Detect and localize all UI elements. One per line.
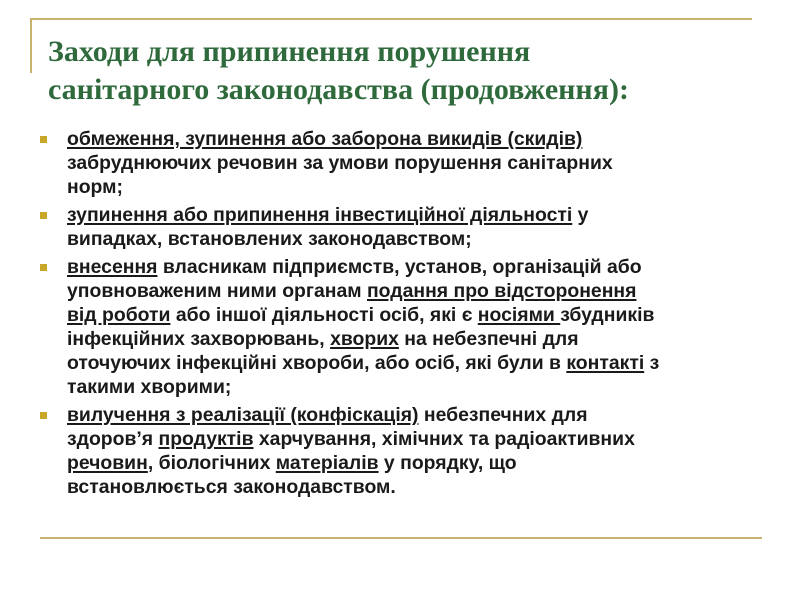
underlined-term: продуктів: [158, 428, 254, 450]
bullet-text: встановлюється законодавством.: [67, 476, 396, 498]
bullet-text-line: [67, 327, 792, 351]
slide-title-line: санітарного законодавства (продовження):: [48, 73, 629, 106]
bullet-text: харчування, хімічних та радіоактивних: [253, 428, 635, 450]
bottom-divider: [40, 537, 762, 539]
bullet-text: забруднюючих речовин за умови порушення санітарних: [67, 152, 613, 174]
underlined-term: внесення: [67, 256, 158, 278]
bullet-text: , біологічних: [147, 452, 276, 474]
bullet-text: власникам підприємств, установ, організацій або: [157, 256, 642, 278]
bullet-text: небезпечних для: [418, 404, 588, 426]
bullet-text-line: [67, 255, 792, 279]
bullet-text-line: [67, 151, 792, 175]
bullet-text: інфекційних захворювань,: [67, 328, 331, 350]
underlined-term: контакті: [566, 352, 645, 374]
underlined-term: вилучення з реалізації (конфіскація): [67, 404, 419, 426]
bullet-text-line: [67, 351, 792, 375]
bullet-text-line: [67, 227, 792, 251]
bullet-text: у порядку, що: [378, 452, 517, 474]
underlined-term: від роботи: [67, 304, 171, 326]
bullet-text-line: [67, 403, 792, 427]
bullet-item: [34, 403, 792, 499]
underlined-term: речовин: [67, 452, 148, 474]
square-bullet-icon: [40, 264, 47, 271]
top-divider: [30, 18, 752, 20]
bullet-text-line: [67, 279, 792, 303]
bullet-text: такими хворими;: [67, 376, 232, 398]
left-divider: [30, 18, 32, 73]
underlined-term: подання про відсторонення: [366, 280, 637, 302]
bullet-text: на небезпечні для: [398, 328, 579, 350]
bullet-text-line: [67, 451, 792, 475]
bullet-text: уповноваженим ними органам: [67, 280, 367, 302]
square-bullet-icon: [40, 212, 47, 219]
bullet-text-line: [67, 375, 792, 399]
underlined-term: обмеження, зупинення або заборона викидів (скидів): [67, 128, 583, 150]
bullet-text-line: [67, 475, 792, 499]
bullet-text: випадках, встановлених законодавством;: [67, 228, 472, 250]
bullet-item: [34, 255, 792, 399]
bullet-text: норм;: [67, 176, 123, 198]
underlined-term: матеріалів: [275, 452, 379, 474]
bullet-text-line: [67, 203, 792, 227]
bullet-text-line: [67, 303, 792, 327]
bullet-item: [34, 127, 792, 199]
bullet-text: здоров’я: [67, 428, 159, 450]
bullet-text-line: [67, 427, 792, 451]
bullet-text: у: [572, 204, 589, 226]
bullet-text-line: [67, 175, 792, 199]
slide-title: [48, 33, 778, 109]
bullet-text: оточуючих інфекційні хвороби, або осіб, які були в: [67, 352, 567, 374]
underlined-term: зупинення або припинення інвестиційної діяльності: [67, 204, 573, 226]
slide-title-line: Заходи для припинення порушення: [48, 35, 531, 68]
underlined-term: хворих: [330, 328, 399, 350]
square-bullet-icon: [40, 136, 47, 143]
square-bullet-icon: [40, 412, 47, 419]
bullet-text: збудників: [560, 304, 655, 326]
bullet-text: або іншої діяльності осіб, які є: [170, 304, 478, 326]
bullet-item: [34, 203, 792, 251]
bullet-text-line: [67, 127, 792, 151]
underlined-term: носіями: [477, 304, 561, 326]
bullet-text: з: [644, 352, 660, 374]
bullet-list: [34, 127, 792, 503]
